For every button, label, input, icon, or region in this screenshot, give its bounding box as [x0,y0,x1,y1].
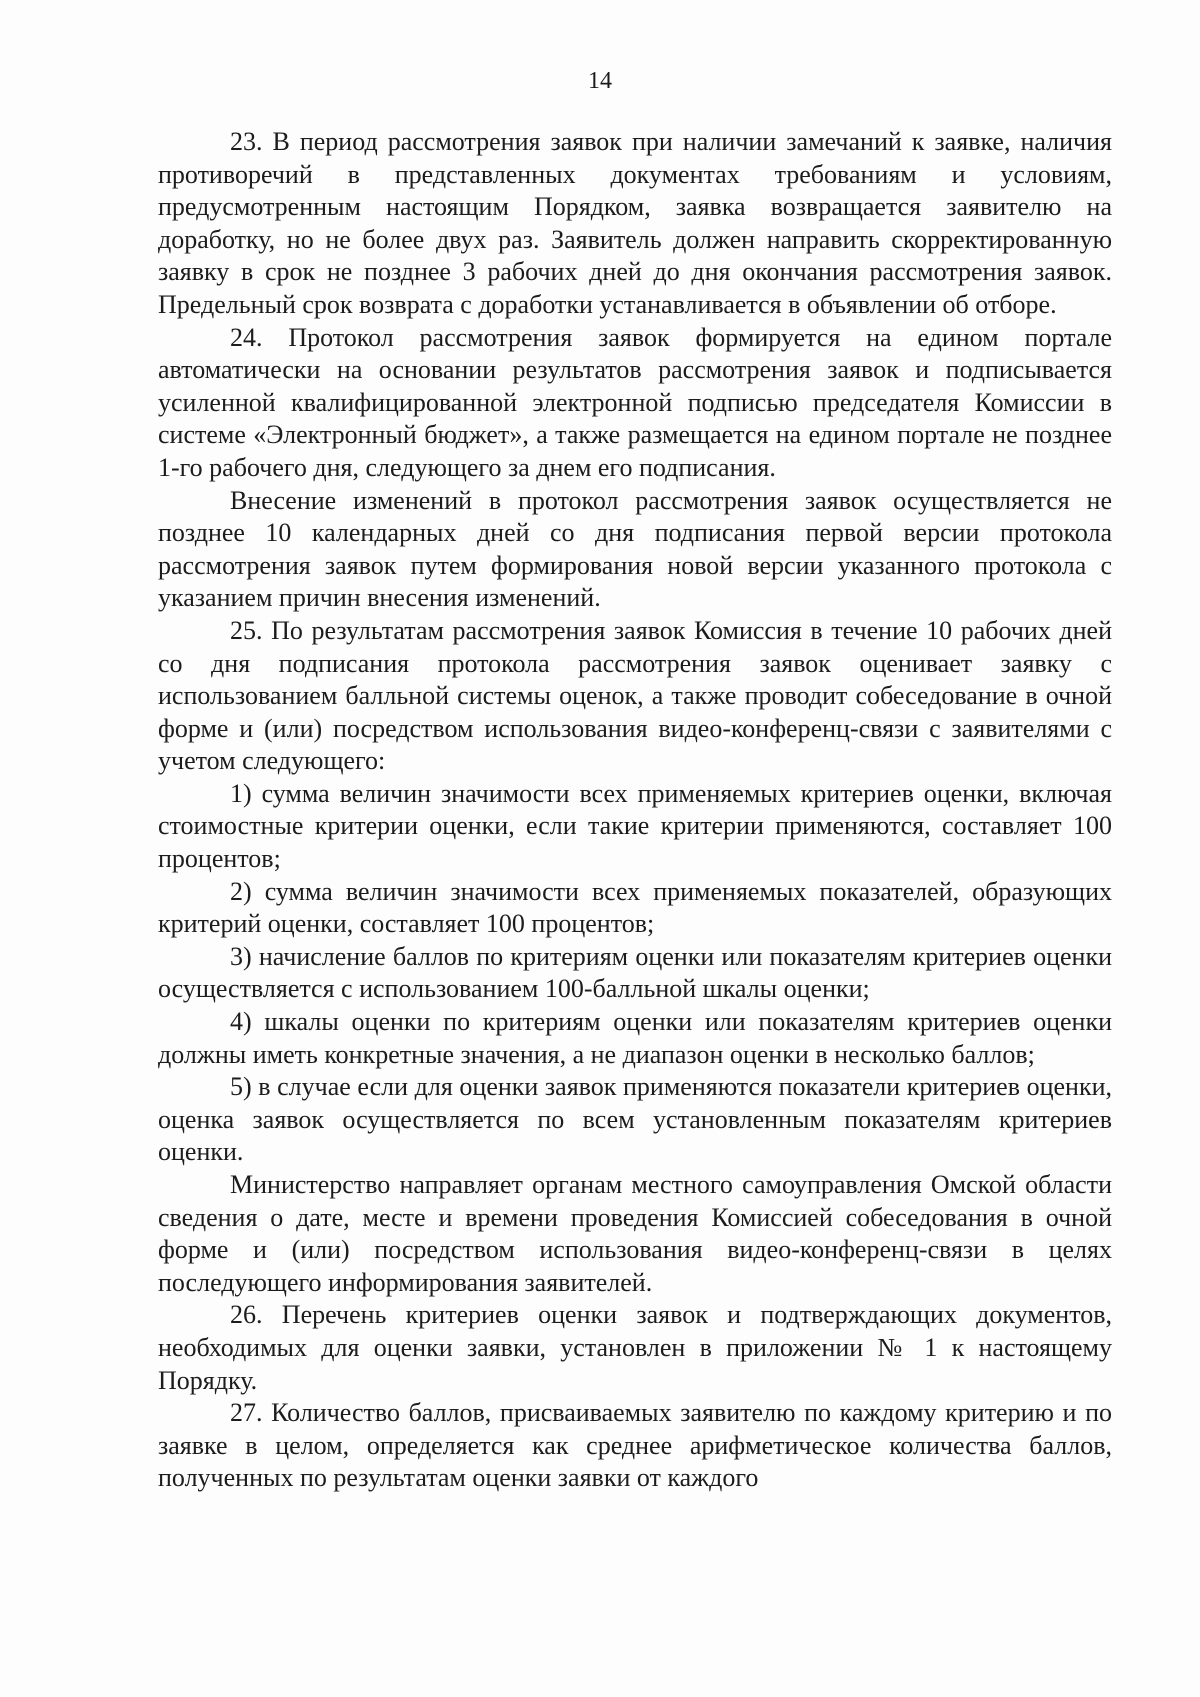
paragraph-ministry-notice: Министерство направляет органам местного самоуправления Омской области сведения о дате, месте и времени проведения Комиссией собеседования в очной форме и (или) посредством использования видео-конференц-связи в целях последующего информирования заявителей. [158,1170,1112,1297]
list-item-1: 1) сумма величин значимости всех применяемых критериев оценки, включая стоимостные критерии оценки, если такие критерии применяются, составляет 100 процентов; [158,778,1112,874]
list-item-4: 4) шкалы оценки по критериям оценки или показателям критериев оценки должны иметь конкретные значения, а не диапазон оценки в несколько баллов; [158,1007,1112,1069]
paragraph-23: 23. В период рассмотрения заявок при наличии замечаний к заявке, наличия противоречий в представленных документах требованиям и условиям, предусмотренным настоящим Порядком, заявка возвращается заявителю на доработку, но не более двух раз. Заявитель должен направить скорректированную заявку в срок не позднее 3 рабочих дней до дня окончания рассмотрения заявок. Предельный срок возврата с доработки устанавливается в объявлении об отборе. [158,127,1112,319]
list-item-2: 2) сумма величин значимости всех применяемых показателей, образующих критерий оценки, составляет 100 процентов; [158,876,1112,939]
paragraph-24: 24. Протокол рассмотрения заявок формируется на едином портале автоматически на основании результатов рассмотрения заявок и подписывается усиленной квалифицированной электронной подписью председателя Комиссии в системе «Электронный бюджет», а также размещается на едином портале не позднее 1-го рабочего дня, следующего за днем его подписания. [158,322,1112,482]
list-item-5: 5) в случае если для оценки заявок применяются показатели критериев оценки, оценка заявок осуществляется по всем установленным показателям критериев оценки. [158,1072,1112,1167]
paragraph-27: 27. Количество баллов, присваиваемых заявителю по каждому критерию и по заявке в целом, определяется как среднее арифметическое количества баллов, полученных по результатам оценки заявки от каждого [158,1398,1112,1493]
list-item-3: 3) начисление баллов по критериям оценки или показателям критериев оценки осуществляется с использованием 100-балльной шкалы оценки; [158,941,1112,1004]
paragraph-26: 26. Перечень критериев оценки заявок и подтверждающих документов, необходимых для оценки заявки, установлен в приложении № 1 к настоящему Порядку. [158,1300,1112,1395]
page-number: 14 [588,68,612,94]
paragraph-25: 25. По результатам рассмотрения заявок Комиссия в течение 10 рабочих дней со дня подписания протокола рассмотрения заявок оценивает заявку с использованием балльной системы оценок, а также проводит собеседование в очной форме и (или) посредством использования видео-конференц-связи с заявителями с учетом следующего: [158,615,1112,776]
paragraph-24-amendments: Внесение изменений в протокол рассмотрения заявок осуществляется не позднее 10 календарных дней со дня подписания первой версии протокола рассмотрения заявок путем формирования новой версии указанного протокола с указанием причин внесения изменений. [158,485,1112,613]
document-body [158,126,1112,1495]
